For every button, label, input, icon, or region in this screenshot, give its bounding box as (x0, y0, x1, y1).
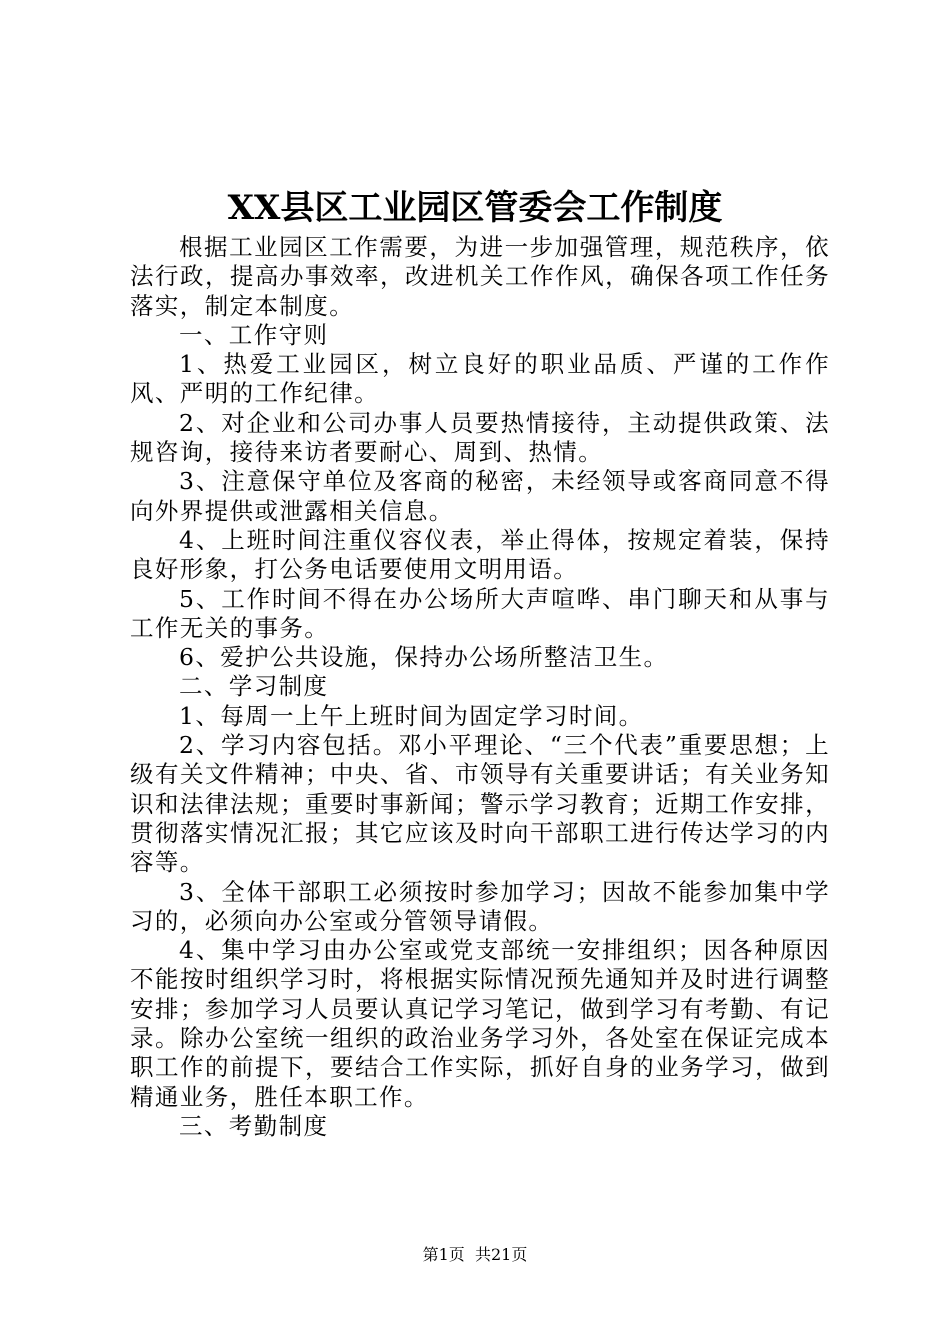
rule-item: 4、上班时间注重仪容仪表，举止得体，按规定着装，保持良好形象，打公务电话要使用文明用语。 (130, 525, 830, 584)
intro-paragraph: 根据工业园区工作需要，为进一步加强管理，规范秩序，依法行政，提高办事效率，改进机关工作作风，确保各项工作任务落实，制定本制度。 (130, 233, 830, 320)
rule-item: 4、集中学习由办公室或党支部统一安排组织；因各种原因不能按时组织学习时，将根据实际情况预先通知并及时进行调整安排；参加学习人员要认真记学习笔记，做到学习有考勤、有记录。除办公室统一组织的政治业务学习外，各处室在保证完成本职工作的前提下，要结合工作实际，抓好自身的业务学习，做到精通业务，胜任本职工作。 (130, 936, 830, 1111)
document-title: XX县区工业园区管委会工作制度 (227, 188, 723, 228)
rule-item: 3、注意保守单位及客商的秘密，未经领导或客商同意不得向外界提供或泄露相关信息。 (130, 467, 830, 525)
rule-item: 2、学习内容包括。邓小平理论、“三个代表”重要思想；上级有关文件精神；中央、省、市领导有关重要讲话；有关业务知识和法律法规；重要时事新闻；警示学习教育；近期工作安排，贯彻落实情况汇报；其它应该及时向干部职工进行传达学习的内容等。 (130, 731, 830, 877)
footer-separator (465, 1245, 475, 1264)
rule-item: 3、全体干部职工必须按时参加学习；因故不能参加集中学习的，必须向办公室或分管领导请假。 (130, 877, 830, 935)
rule-item: 2、对企业和公司办事人员要热情接待，主动提供政策、法规咨询，接待来访者要耐心、周到、热情。 (130, 408, 830, 467)
section-heading: 二、学习制度 (179, 672, 329, 701)
rule-item: 1、热爱工业园区，树立良好的职业品质、严谨的工作作风、严明的工作纪律。 (130, 350, 830, 408)
total-pages: 共21页 (474, 1245, 528, 1264)
rule-item: 5、工作时间不得在办公场所大声喧哗、串门聊天和从事与工作无关的事务。 (130, 584, 830, 642)
document-body (130, 233, 830, 1141)
rule-item: 6、爱护公共设施，保持办公场所整洁卫生。 (179, 643, 669, 672)
page-number: 第1页 (422, 1245, 465, 1264)
section-heading: 三、考勤制度 (179, 1111, 329, 1140)
section-heading: 一、工作守则 (179, 320, 329, 349)
rule-item: 1、每周一上午上班时间为固定学习时间。 (179, 701, 644, 730)
page-footer (0, 1244, 950, 1266)
